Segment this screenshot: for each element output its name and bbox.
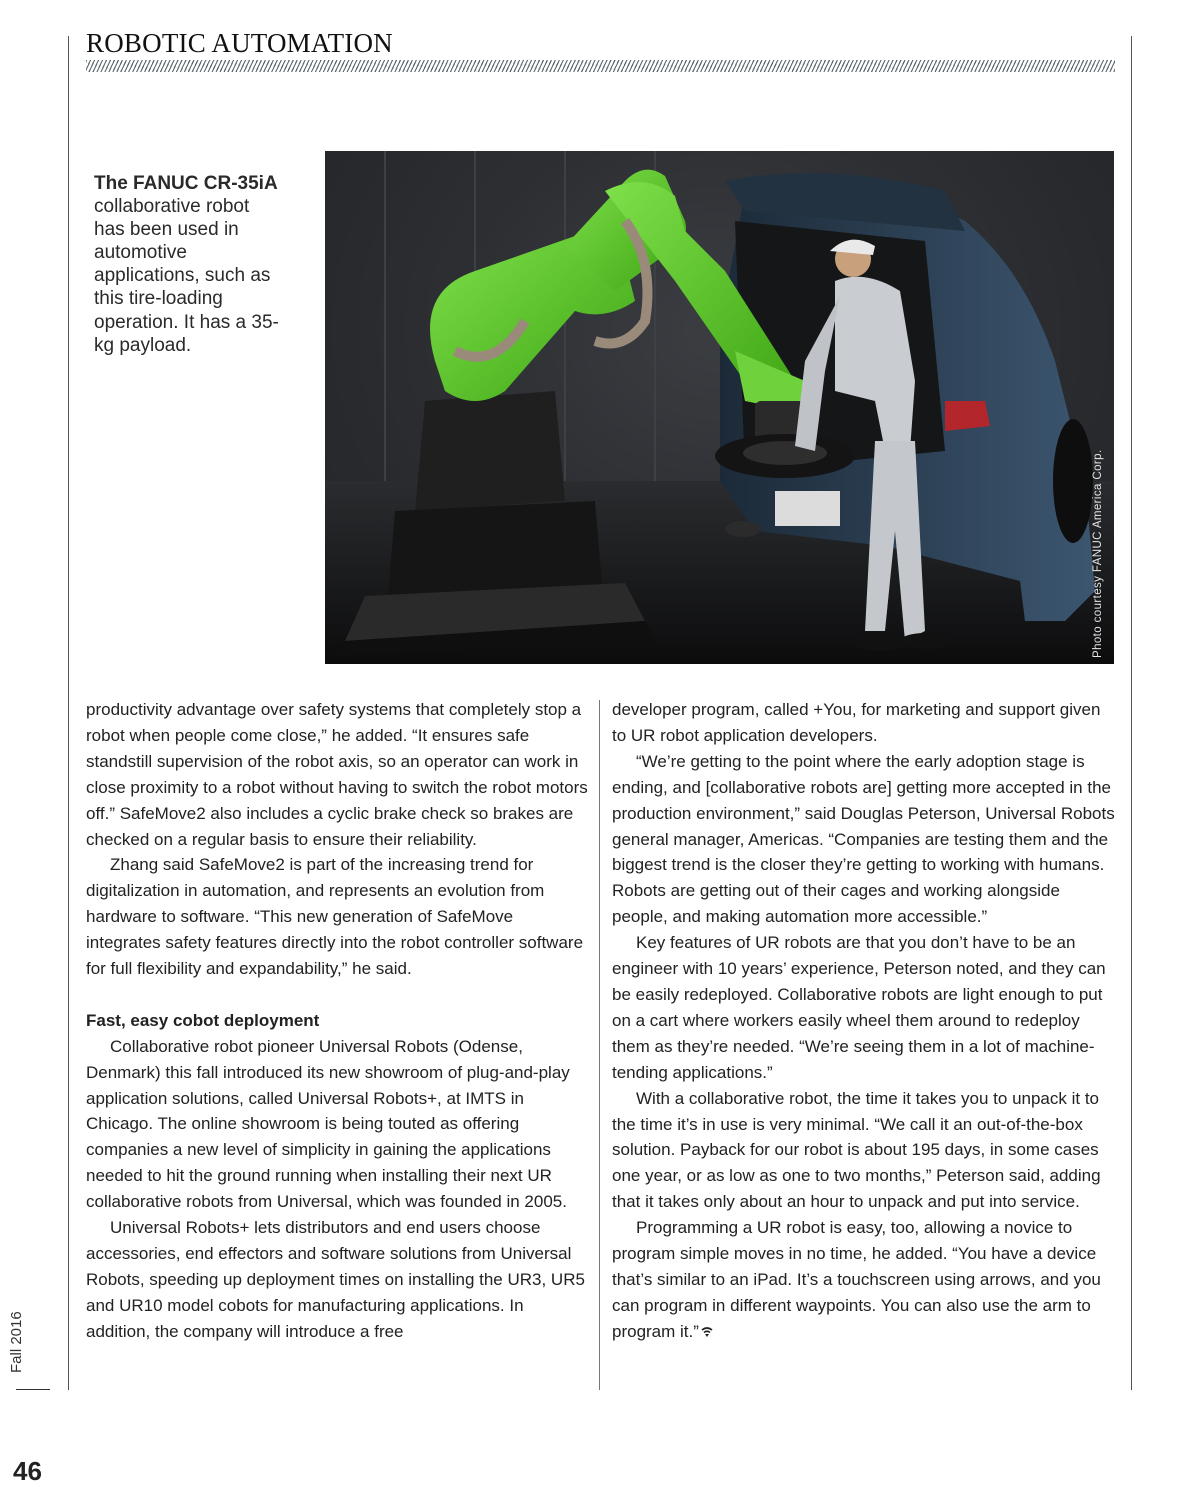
article-column-left	[86, 697, 591, 1345]
paragraph: Zhang said SafeMove2 is part of the increasing trend for digitalization in automation, and represents an evolution from hardware to software. “This new generation of SafeMove integrates safety features directly into the robot controller software for full flexibility and expandability,” he said.	[86, 855, 584, 979]
paragraph: developer program, called +You, for marketing and support given to UR robot application developers.	[612, 700, 1101, 745]
end-mark-icon	[701, 1326, 713, 1338]
subheading: Fast, easy cobot deployment	[86, 1010, 320, 1030]
paragraph: Universal Robots+ lets distributors and end users choose accessories, end effectors and software solutions from Universal Robots, speeding up deployment times on installing the UR3, UR5 and UR10 model cobots for manufacturing applications. In addition, the company will introduce a free	[86, 1218, 585, 1341]
paragraph: With a collaborative robot, the time it takes you to unpack it to the time it’s in use is very minimal. “We call it an out-of-the-box solution. Payback for our robot is about 195 days, in some cases one year, or as low as one to two months,” Peterson said, adding that it takes only about an hour to unpack and put into service.	[612, 1088, 1101, 1212]
robot-photo-illustration	[325, 151, 1114, 664]
folio-rule	[16, 1389, 50, 1390]
page-number: 46	[13, 1456, 42, 1486]
paragraph-final	[612, 1215, 1117, 1345]
header-hatch-rule	[86, 60, 1115, 72]
left-margin-rule	[68, 36, 69, 1390]
section-title: ROBOTIC AUTOMATION	[86, 28, 393, 58]
issue-label: Fall 2016	[8, 1311, 25, 1373]
article-column-right	[612, 697, 1117, 1345]
caption-text: collaborative robot has been used in automotive applications, such as this tire-loading operation. It has a 35-kg payload.	[94, 196, 279, 356]
robot-photo	[325, 151, 1114, 664]
photo-caption	[94, 172, 284, 357]
paragraph: Key features of UR robots are that you don’t have to be an engineer with 10 years’ experience, Peterson noted, and they can be easily redeployed. Collaborative robots are light enough to put on a cart where workers easily wheel them around to redeploy them as they’re needed. “We’re seeing them in a lot of machine-tending applications.”	[612, 933, 1106, 1082]
photo-credit: Photo courtesy FANUC America Corp.	[1092, 449, 1104, 658]
paragraph-text: Programming a UR robot is easy, too, allowing a novice to program simple moves in no time, he added. “You have a device that’s similar to an iPad. It’s a touchscreen using arrows, and you can program in different waypoints. You can also use the arm to program it.”	[612, 1218, 1101, 1341]
paragraph: productivity advantage over safety systems that completely stop a robot when people come close,” he added. “It ensures safe standstill supervision of the robot axis, so an operator can work in close proximity to a robot without having to switch the robot motors off.” SafeMove2 also includes a cyclic brake check so brakes are checked on a regular basis to ensure their reliability.	[86, 700, 588, 849]
right-margin-rule	[1131, 36, 1132, 1390]
paragraph: “We’re getting to the point where the early adoption stage is ending, and [collaborative robots are] getting more accepted in the production environment,” said Douglas Peterson, Universal Robots general manager, Americas. “Companies are testing them and the biggest trend is the closer they’re getting to working with humans. Robots are getting out of their cages and working alongside people, and making automation more accessible.”	[612, 751, 1115, 927]
paragraph: Collaborative robot pioneer Universal Robots (Odense, Denmark) this fall introduced its new showroom of plug-and-play application solutions, called Universal Robots+, at IMTS in Chicago. The online showroom is being touted as offering companies a new level of simplicity in gaining the applications needed to hit the ground running when installing their next UR collaborative robots from Universal, which was founded in 2005.	[86, 1036, 570, 1212]
caption-bold: The FANUC CR-35iA	[94, 173, 278, 194]
column-divider	[599, 700, 600, 1390]
